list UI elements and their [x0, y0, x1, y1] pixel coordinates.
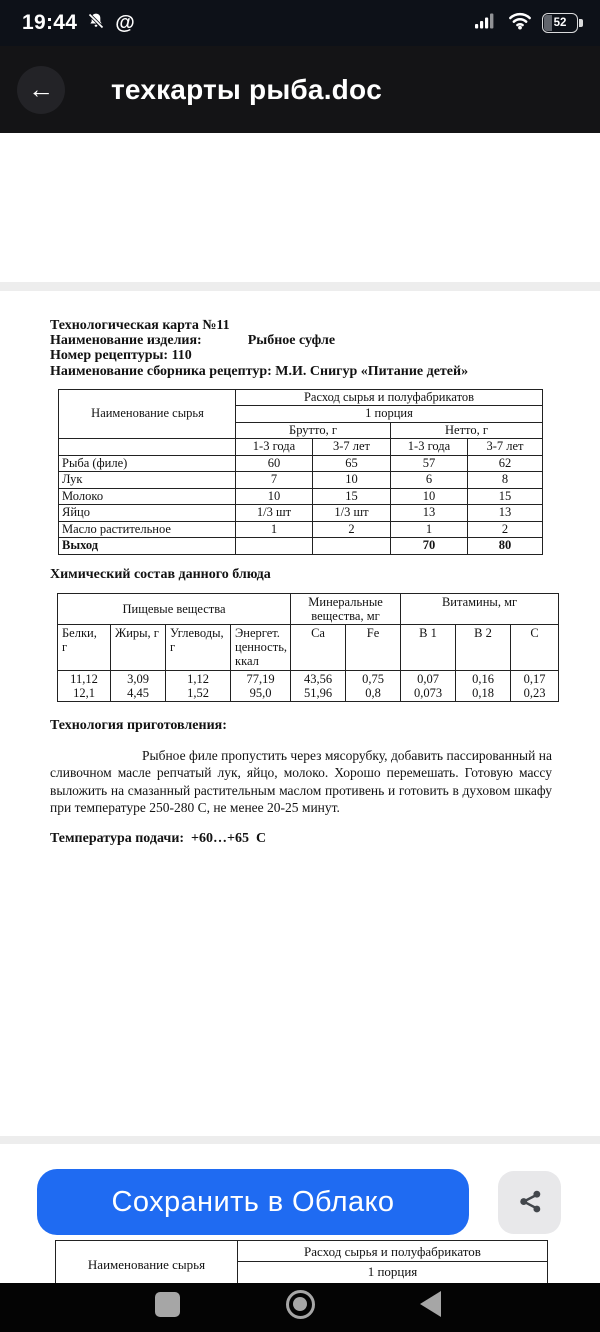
save-to-cloud-label: Сохранить в Облако [111, 1185, 395, 1218]
value-cell: 1,12 1,52 [166, 670, 231, 701]
group-header-cell: Расход сырья и полуфабрикатов [238, 1241, 548, 1262]
value-cell: 13 [391, 505, 468, 522]
battery-percent: 52 [553, 17, 567, 29]
value-cell: 7 [236, 472, 313, 489]
chem-composition-heading: Химический состав данного блюда [50, 566, 271, 582]
back-button[interactable] [17, 66, 65, 114]
table-row [59, 455, 543, 472]
status-bar [0, 0, 600, 46]
app-header [0, 46, 600, 133]
value-cell: 13 [468, 505, 543, 522]
recents-square-icon [155, 1292, 180, 1317]
home-circle-icon [286, 1290, 315, 1319]
minerals-group-cell: Минеральные вещества, мг [291, 593, 401, 624]
recipe-card-header [50, 318, 554, 379]
vibrate-off-icon [86, 11, 106, 36]
value-cell: 43,56 51,96 [291, 670, 346, 701]
value-cell: 6 [391, 472, 468, 489]
status-left-group [22, 11, 135, 36]
value-cell [236, 538, 313, 555]
portion-header-cell: 1 порция [238, 1262, 548, 1284]
serving-temperature-line: Температура подачи: +60…+65 С [50, 830, 267, 846]
ingredient-name-cell: Рыба (филе) [59, 455, 236, 472]
brutto-header-cell: Брутто, г [236, 422, 391, 439]
header-cell: Энергет. ценность, ккал [231, 624, 291, 670]
header-cell: Углеводы, г [166, 624, 231, 670]
share-icon [514, 1185, 546, 1220]
cooking-technology-heading: Технология приготовления: [50, 717, 227, 733]
table-row [59, 389, 543, 406]
header-cell: B 2 [456, 624, 511, 670]
table-row [58, 670, 559, 701]
card-number-line: Технологическая карта №11 [50, 318, 230, 333]
age-header-cell: 1-3 года [391, 439, 468, 456]
header-cell: C [511, 624, 559, 670]
ingredient-name-cell: Лук [59, 472, 236, 489]
page-current [0, 291, 600, 1136]
header-cell: Жиры, г [111, 624, 166, 670]
wifi-icon [508, 11, 532, 35]
table-row [59, 439, 543, 456]
ingredient-name-cell: Молоко [59, 488, 236, 505]
page-previous [0, 133, 600, 282]
value-cell: 10 [391, 488, 468, 505]
vitamins-group-cell: Витамины, мг [401, 593, 559, 624]
portion-header-cell: 1 порция [236, 406, 543, 423]
back-triangle-icon [420, 1291, 441, 1317]
empty-cell [59, 439, 236, 456]
share-button[interactable] [498, 1171, 561, 1234]
battery-fill [544, 15, 552, 31]
ingredient-name-cell: Масло растительное [59, 521, 236, 538]
document-title: техкарты рыба.doc [111, 73, 383, 105]
value-cell: 0,07 0,073 [401, 670, 456, 701]
netto-header-cell: Нетто, г [391, 422, 543, 439]
value-cell: 10 [236, 488, 313, 505]
table-row [58, 624, 559, 670]
value-cell: 77,19 95,0 [231, 670, 291, 701]
arrow-left-icon: ← [28, 74, 54, 104]
value-cell: 57 [391, 455, 468, 472]
value-cell: 1 [391, 521, 468, 538]
at-sign-icon: @ [115, 11, 135, 34]
ingredient-name-cell: Яйцо [59, 505, 236, 522]
value-cell: 2 [468, 521, 543, 538]
age-header-cell: 1-3 года [236, 439, 313, 456]
header-cell: B 1 [401, 624, 456, 670]
recipe-source-line: Наименование сборника рецептур: М.И. Снигур «Питание детей» [50, 363, 469, 379]
signal-icon [475, 12, 498, 34]
value-cell: 1/3 шт [236, 505, 313, 522]
android-nav-bar [0, 1283, 600, 1332]
nutrition-table [57, 593, 559, 702]
header-cell: Белки, г [58, 624, 111, 670]
cooking-technology-text: Рыбное филе пропустить через мясорубку, добавить пассированный на сливочном масле репчатый лук, яйцо, молоко. Хорошо перемешать. Готовую массу выложить на смазанный растительным маслом противень и готовить в духовом шкафу при температуре 250-280 С, не менее 20-25 минут. [50, 747, 552, 816]
header-cell: Fe [346, 624, 401, 670]
age-header-cell: 3-7 лет [313, 439, 391, 456]
table-row [59, 505, 543, 522]
value-cell: 0,75 0,8 [346, 670, 401, 701]
status-right-group [475, 11, 578, 35]
value-cell: 60 [236, 455, 313, 472]
item-name-line [50, 333, 554, 348]
value-cell: 15 [313, 488, 391, 505]
table-row [59, 488, 543, 505]
age-header-cell: 3-7 лет [468, 439, 543, 456]
value-cell: 10 [313, 472, 391, 489]
battery-nub [579, 19, 583, 27]
value-cell: 11,12 12,1 [58, 670, 111, 701]
value-cell: 2 [313, 521, 391, 538]
recents-button[interactable] [137, 1283, 197, 1325]
corner-header-cell: Наименование сырья [59, 389, 236, 439]
value-cell: 65 [313, 455, 391, 472]
value-cell: 0,17 0,23 [511, 670, 559, 701]
value-cell: 0,16 0,18 [456, 670, 511, 701]
clock-text: 19:44 [22, 11, 78, 34]
table-row [59, 521, 543, 538]
ingredients-table [58, 389, 543, 555]
save-to-cloud-button[interactable] [37, 1169, 469, 1235]
table-row [59, 472, 543, 489]
table-row-total [59, 538, 543, 555]
value-cell: 1 [236, 521, 313, 538]
nutrients-group-cell: Пищевые вещества [58, 593, 291, 624]
home-button[interactable] [270, 1283, 330, 1325]
value-cell [313, 538, 391, 555]
recipe-number-line: Номер рецептуры: 110 [50, 348, 192, 364]
item-name-label: Наименование изделия: [50, 333, 202, 349]
table-row [56, 1241, 548, 1262]
item-name-value: Рыбное суфле [247, 333, 336, 349]
back-nav-button[interactable] [400, 1283, 460, 1325]
value-cell: 62 [468, 455, 543, 472]
value-cell: 15 [468, 488, 543, 505]
next-page-table-fragment [55, 1240, 548, 1283]
corner-header-cell: Наименование сырья [56, 1241, 238, 1284]
output-label-cell: Выход [59, 538, 236, 555]
value-cell: 8 [468, 472, 543, 489]
table-row [58, 593, 559, 624]
group-header-cell: Расход сырья и полуфабрикатов [236, 389, 543, 406]
value-cell: 3,09 4,45 [111, 670, 166, 701]
value-cell: 1/3 шт [313, 505, 391, 522]
value-cell: 80 [468, 538, 543, 555]
value-cell: 70 [391, 538, 468, 555]
header-cell: Ca [291, 624, 346, 670]
home-circle-inner [293, 1297, 307, 1311]
battery-icon [542, 13, 578, 33]
